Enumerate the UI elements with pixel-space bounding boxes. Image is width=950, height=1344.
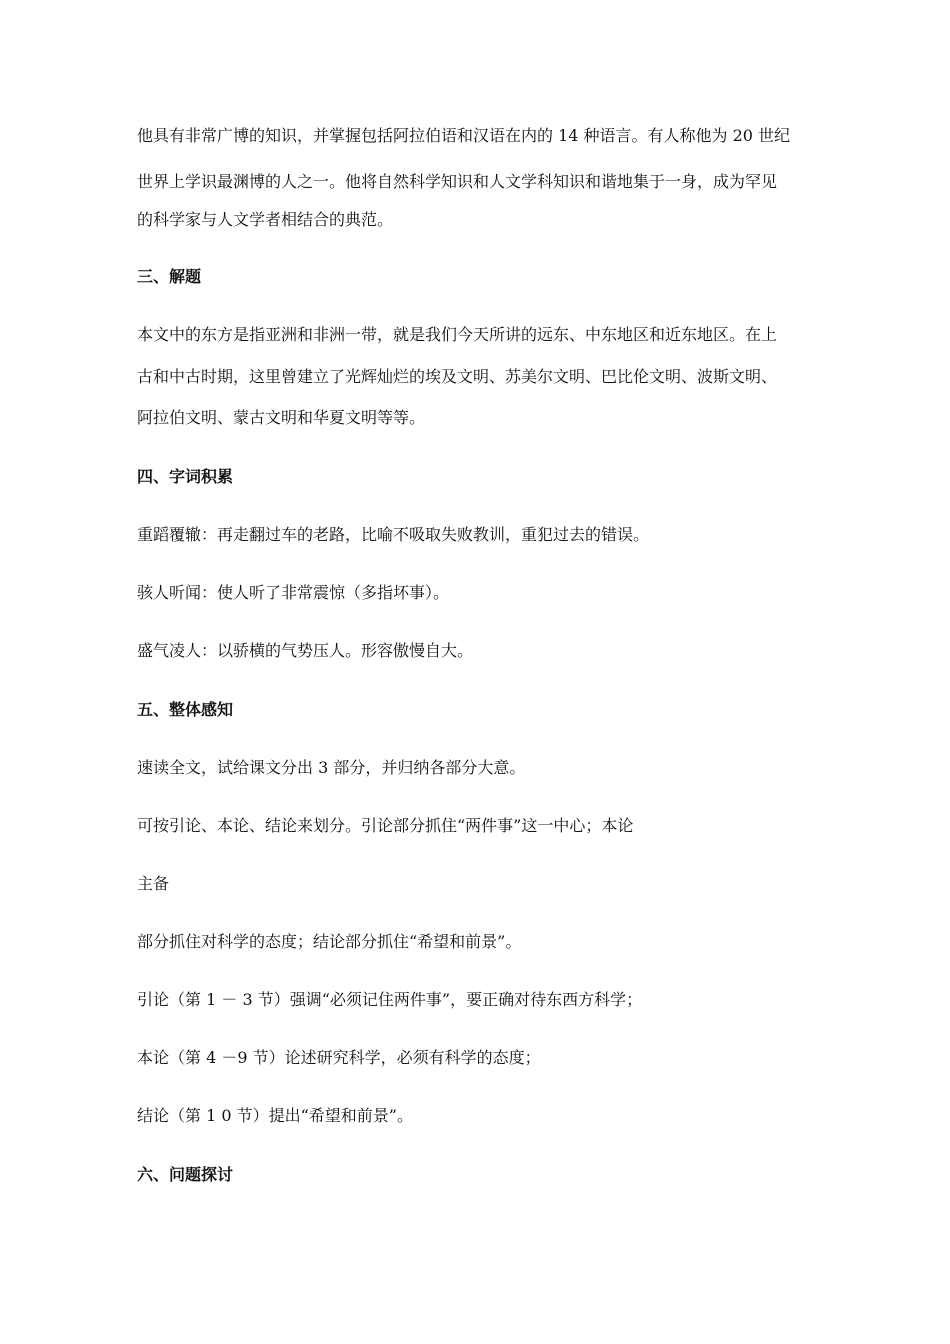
paragraph-line: 本论（第 4 －9 节）论述研究科学，必须有科学的态度； (137, 1048, 541, 1067)
section-heading-5: 五、整体感知 (137, 700, 234, 719)
paragraph-line: 可按引论、本论、结论来划分。引论部分抓住“两件事”这一中心；本论 (137, 816, 634, 835)
vocab-item: 骇人听闻：使人听了非常震惊（多指坏事）。 (137, 583, 450, 602)
paragraph-line: 本文中的东方是指亚洲和非洲一带，就是我们今天所讲的远东、中东地区和近东地区。在上 (137, 325, 778, 344)
paragraph-line: 他具有非常广博的知识，并掌握包括阿拉伯语和汉语在内的 14 种语言。有人称他为 20 世纪 (137, 126, 791, 145)
paragraph-line: 速读全文，试给课文分出 3 部分，并归纳各部分大意。 (137, 758, 526, 777)
paragraph-line: 古和中古时期，这里曾建立了光辉灿烂的埃及文明、苏美尔文明、巴比伦文明、波斯文明、 (137, 367, 778, 386)
paragraph-line: 的科学家与人文学者相结合的典范。 (137, 210, 394, 229)
paragraph-line: 世界上学识最渊博的人之一。他将自然科学知识和人文学科知识和谐地集于一身，成为罕见 (137, 172, 778, 191)
paragraph-line: 主备 (137, 874, 170, 893)
vocab-item: 重蹈覆辙：再走翻过车的老路，比喻不吸取失败教训，重犯过去的错误。 (137, 525, 650, 544)
vocab-item: 盛气凌人：以骄横的气势压人。形容傲慢自大。 (137, 641, 474, 660)
section-heading-3: 三、解题 (137, 267, 202, 286)
paragraph-line: 阿拉伯文明、蒙古文明和华夏文明等等。 (137, 408, 426, 427)
paragraph-line: 引论（第 1 － 3 节）强调“必须记住两件事”，要正确对待东西方科学； (137, 990, 643, 1009)
paragraph-line: 结论（第 1 0 节）提出“希望和前景”。 (137, 1106, 413, 1125)
section-heading-4: 四、字词积累 (137, 467, 234, 486)
paragraph-line: 部分抓住对科学的态度；结论部分抓住“希望和前景”。 (137, 932, 522, 951)
section-heading-6: 六、问题探讨 (137, 1165, 234, 1184)
